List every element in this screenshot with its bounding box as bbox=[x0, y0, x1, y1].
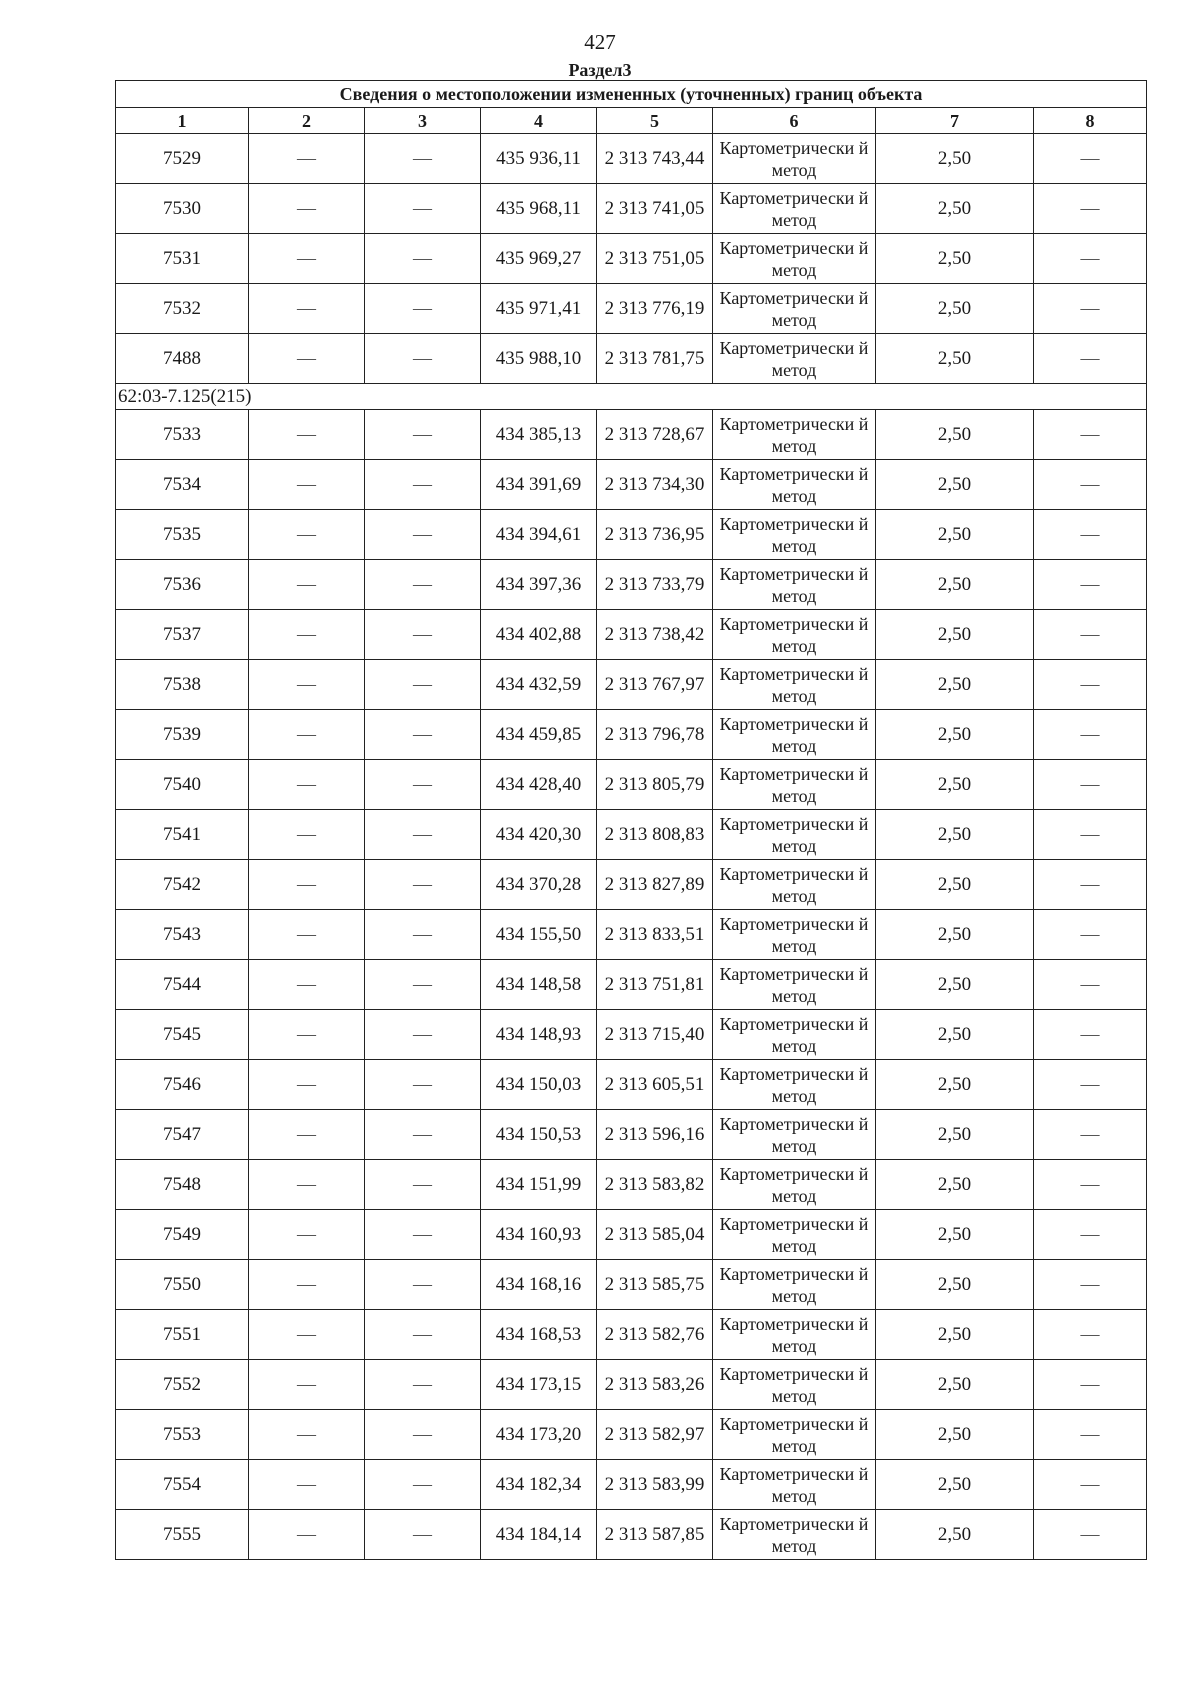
cell-col-5: 2 313 582,97 bbox=[597, 1410, 713, 1460]
cell-col-1: 7534 bbox=[116, 460, 249, 510]
group-label: 62:03-7.125(215) bbox=[116, 384, 1147, 410]
cell-col-3: — bbox=[365, 1260, 481, 1310]
cell-col-5: 2 313 767,97 bbox=[597, 660, 713, 710]
column-number: 7 bbox=[876, 108, 1034, 134]
cell-col-8: — bbox=[1034, 1210, 1147, 1260]
table-row bbox=[116, 460, 1147, 510]
cell-col-2: — bbox=[249, 1110, 365, 1160]
cell-col-3: — bbox=[365, 560, 481, 610]
cell-col-3: — bbox=[365, 710, 481, 760]
cell-col-8: — bbox=[1034, 1360, 1147, 1410]
cell-col-1: 7541 bbox=[116, 810, 249, 860]
cell-col-7: 2,50 bbox=[876, 1010, 1034, 1060]
cell-col-8: — bbox=[1034, 460, 1147, 510]
cell-col-8: — bbox=[1034, 1110, 1147, 1160]
cell-col-1: 7552 bbox=[116, 1360, 249, 1410]
cell-col-4: 435 988,10 bbox=[481, 334, 597, 384]
cell-col-1: 7535 bbox=[116, 510, 249, 560]
cell-col-3: — bbox=[365, 1510, 481, 1560]
cell-col-4: 434 385,13 bbox=[481, 410, 597, 460]
table-row bbox=[116, 1060, 1147, 1110]
cell-col-2: — bbox=[249, 1360, 365, 1410]
cell-col-6: Картометрически й метод bbox=[713, 510, 876, 560]
cell-col-6: Картометрически й метод bbox=[713, 810, 876, 860]
cell-col-1: 7543 bbox=[116, 910, 249, 960]
cell-col-5: 2 313 596,16 bbox=[597, 1110, 713, 1160]
cell-col-1: 7529 bbox=[116, 134, 249, 184]
cell-col-7: 2,50 bbox=[876, 1310, 1034, 1360]
table-row bbox=[116, 710, 1147, 760]
cell-col-4: 434 148,58 bbox=[481, 960, 597, 1010]
cell-col-5: 2 313 715,40 bbox=[597, 1010, 713, 1060]
cell-col-4: 434 151,99 bbox=[481, 1160, 597, 1210]
cell-col-8: — bbox=[1034, 1060, 1147, 1110]
cell-col-3: — bbox=[365, 1210, 481, 1260]
cell-col-5: 2 313 736,95 bbox=[597, 510, 713, 560]
cell-col-3: — bbox=[365, 960, 481, 1010]
table-row bbox=[116, 760, 1147, 810]
table-row bbox=[116, 410, 1147, 460]
cell-col-3: — bbox=[365, 410, 481, 460]
table-caption-row bbox=[116, 81, 1147, 108]
cell-col-8: — bbox=[1034, 910, 1147, 960]
cell-col-7: 2,50 bbox=[876, 284, 1034, 334]
cell-col-3: — bbox=[365, 1310, 481, 1360]
cell-col-3: — bbox=[365, 810, 481, 860]
cell-col-7: 2,50 bbox=[876, 1460, 1034, 1510]
cell-col-1: 7550 bbox=[116, 1260, 249, 1310]
cell-col-3: — bbox=[365, 1110, 481, 1160]
cell-col-3: — bbox=[365, 334, 481, 384]
column-number: 2 bbox=[249, 108, 365, 134]
cell-col-6: Картометрически й метод bbox=[713, 460, 876, 510]
cell-col-7: 2,50 bbox=[876, 184, 1034, 234]
cell-col-2: — bbox=[249, 1310, 365, 1360]
cell-col-5: 2 313 805,79 bbox=[597, 760, 713, 810]
cell-col-5: 2 313 738,42 bbox=[597, 610, 713, 660]
cell-col-8: — bbox=[1034, 284, 1147, 334]
cell-col-8: — bbox=[1034, 1160, 1147, 1210]
section-title: Раздел3 bbox=[568, 60, 632, 80]
cell-col-1: 7551 bbox=[116, 1310, 249, 1360]
table-row bbox=[116, 134, 1147, 184]
cell-col-6: Картометрически й метод bbox=[713, 1460, 876, 1510]
table-row bbox=[116, 1310, 1147, 1360]
cell-col-6: Картометрически й метод bbox=[713, 134, 876, 184]
cell-col-1: 7531 bbox=[116, 234, 249, 284]
cell-col-7: 2,50 bbox=[876, 1410, 1034, 1460]
cell-col-4: 434 459,85 bbox=[481, 710, 597, 760]
cell-col-5: 2 313 582,76 bbox=[597, 1310, 713, 1360]
cell-col-8: — bbox=[1034, 334, 1147, 384]
cell-col-8: — bbox=[1034, 510, 1147, 560]
table-caption: Сведения о местоположении измененных (уточненных) границ объекта bbox=[116, 81, 1147, 108]
cell-col-6: Картометрически й метод bbox=[713, 710, 876, 760]
cell-col-2: — bbox=[249, 810, 365, 860]
cell-col-7: 2,50 bbox=[876, 1160, 1034, 1210]
cell-col-5: 2 313 741,05 bbox=[597, 184, 713, 234]
cell-col-5: 2 313 751,81 bbox=[597, 960, 713, 1010]
cell-col-1: 7554 bbox=[116, 1460, 249, 1510]
cell-col-5: 2 313 734,30 bbox=[597, 460, 713, 510]
cell-col-6: Картометрически й метод bbox=[713, 410, 876, 460]
cell-col-6: Картометрически й метод bbox=[713, 1360, 876, 1410]
cell-col-3: — bbox=[365, 610, 481, 660]
cell-col-2: — bbox=[249, 1410, 365, 1460]
page-number: 427 bbox=[584, 30, 616, 54]
cell-col-4: 434 148,93 bbox=[481, 1010, 597, 1060]
cell-col-2: — bbox=[249, 1260, 365, 1310]
cell-col-4: 435 968,11 bbox=[481, 184, 597, 234]
table-row bbox=[116, 1510, 1147, 1560]
cell-col-3: — bbox=[365, 1410, 481, 1460]
cell-col-7: 2,50 bbox=[876, 134, 1034, 184]
cell-col-6: Картометрически й метод bbox=[713, 1410, 876, 1460]
group-header-row bbox=[116, 384, 1147, 410]
cell-col-7: 2,50 bbox=[876, 660, 1034, 710]
cell-col-4: 434 155,50 bbox=[481, 910, 597, 960]
cell-col-8: — bbox=[1034, 1510, 1147, 1560]
table-row bbox=[116, 660, 1147, 710]
cell-col-7: 2,50 bbox=[876, 1510, 1034, 1560]
cell-col-4: 434 402,88 bbox=[481, 610, 597, 660]
cell-col-4: 434 184,14 bbox=[481, 1510, 597, 1560]
cell-col-7: 2,50 bbox=[876, 510, 1034, 560]
cell-col-7: 2,50 bbox=[876, 960, 1034, 1010]
cell-col-5: 2 313 808,83 bbox=[597, 810, 713, 860]
cell-col-7: 2,50 bbox=[876, 1360, 1034, 1410]
table-row bbox=[116, 1210, 1147, 1260]
column-number: 3 bbox=[365, 108, 481, 134]
cell-col-6: Картометрически й метод bbox=[713, 184, 876, 234]
cell-col-2: — bbox=[249, 860, 365, 910]
cell-col-2: — bbox=[249, 960, 365, 1010]
cell-col-6: Картометрически й метод bbox=[713, 910, 876, 960]
cell-col-5: 2 313 743,44 bbox=[597, 134, 713, 184]
cell-col-7: 2,50 bbox=[876, 1110, 1034, 1160]
cell-col-4: 434 428,40 bbox=[481, 760, 597, 810]
table-row bbox=[116, 960, 1147, 1010]
cell-col-1: 7544 bbox=[116, 960, 249, 1010]
cell-col-2: — bbox=[249, 710, 365, 760]
cell-col-5: 2 313 781,75 bbox=[597, 334, 713, 384]
cell-col-4: 434 370,28 bbox=[481, 860, 597, 910]
cell-col-8: — bbox=[1034, 1460, 1147, 1510]
cell-col-1: 7530 bbox=[116, 184, 249, 234]
cell-col-4: 434 173,20 bbox=[481, 1410, 597, 1460]
cell-col-8: — bbox=[1034, 134, 1147, 184]
table-row bbox=[116, 560, 1147, 610]
cell-col-7: 2,50 bbox=[876, 810, 1034, 860]
cell-col-3: — bbox=[365, 1460, 481, 1510]
table-row bbox=[116, 1010, 1147, 1060]
cell-col-2: — bbox=[249, 1060, 365, 1110]
cell-col-1: 7538 bbox=[116, 660, 249, 710]
cell-col-3: — bbox=[365, 1160, 481, 1210]
cell-col-4: 435 936,11 bbox=[481, 134, 597, 184]
table-row bbox=[116, 334, 1147, 384]
cell-col-6: Картометрически й метод bbox=[713, 1160, 876, 1210]
cell-col-2: — bbox=[249, 1460, 365, 1510]
cell-col-5: 2 313 776,19 bbox=[597, 284, 713, 334]
cell-col-2: — bbox=[249, 510, 365, 560]
cell-col-3: — bbox=[365, 184, 481, 234]
cell-col-6: Картометрически й метод bbox=[713, 334, 876, 384]
cell-col-4: 434 150,03 bbox=[481, 1060, 597, 1110]
cell-col-6: Картометрически й метод bbox=[713, 1260, 876, 1310]
cell-col-8: — bbox=[1034, 610, 1147, 660]
cell-col-1: 7488 bbox=[116, 334, 249, 384]
cell-col-6: Картометрически й метод bbox=[713, 284, 876, 334]
cell-col-7: 2,50 bbox=[876, 234, 1034, 284]
cell-col-8: — bbox=[1034, 1260, 1147, 1310]
cell-col-7: 2,50 bbox=[876, 1210, 1034, 1260]
cell-col-7: 2,50 bbox=[876, 910, 1034, 960]
cell-col-7: 2,50 bbox=[876, 710, 1034, 760]
table-row bbox=[116, 910, 1147, 960]
cell-col-8: — bbox=[1034, 560, 1147, 610]
cell-col-2: — bbox=[249, 184, 365, 234]
table-row bbox=[116, 510, 1147, 560]
cell-col-5: 2 313 833,51 bbox=[597, 910, 713, 960]
cell-col-3: — bbox=[365, 234, 481, 284]
table-row bbox=[116, 810, 1147, 860]
cell-col-3: — bbox=[365, 860, 481, 910]
cell-col-2: — bbox=[249, 760, 365, 810]
cell-col-4: 434 168,53 bbox=[481, 1310, 597, 1360]
cell-col-6: Картометрически й метод bbox=[713, 1010, 876, 1060]
cell-col-7: 2,50 bbox=[876, 1260, 1034, 1310]
cell-col-2: — bbox=[249, 910, 365, 960]
cell-col-1: 7549 bbox=[116, 1210, 249, 1260]
cell-col-1: 7536 bbox=[116, 560, 249, 610]
cell-col-8: — bbox=[1034, 410, 1147, 460]
cell-col-8: — bbox=[1034, 1010, 1147, 1060]
cell-col-1: 7533 bbox=[116, 410, 249, 460]
cell-col-5: 2 313 585,04 bbox=[597, 1210, 713, 1260]
cell-col-4: 434 397,36 bbox=[481, 560, 597, 610]
cell-col-7: 2,50 bbox=[876, 460, 1034, 510]
cell-col-8: — bbox=[1034, 810, 1147, 860]
cell-col-8: — bbox=[1034, 660, 1147, 710]
cell-col-8: — bbox=[1034, 760, 1147, 810]
column-number: 6 bbox=[713, 108, 876, 134]
cell-col-8: — bbox=[1034, 184, 1147, 234]
cell-col-8: — bbox=[1034, 1410, 1147, 1460]
cell-col-4: 434 420,30 bbox=[481, 810, 597, 860]
cell-col-6: Картометрически й метод bbox=[713, 234, 876, 284]
cell-col-3: — bbox=[365, 1360, 481, 1410]
cell-col-2: — bbox=[249, 1010, 365, 1060]
cell-col-8: — bbox=[1034, 234, 1147, 284]
cell-col-5: 2 313 751,05 bbox=[597, 234, 713, 284]
cell-col-1: 7553 bbox=[116, 1410, 249, 1460]
cell-col-3: — bbox=[365, 284, 481, 334]
table-row bbox=[116, 284, 1147, 334]
cell-col-2: — bbox=[249, 610, 365, 660]
cell-col-5: 2 313 605,51 bbox=[597, 1060, 713, 1110]
cell-col-4: 434 173,15 bbox=[481, 1360, 597, 1410]
cell-col-7: 2,50 bbox=[876, 410, 1034, 460]
cell-col-4: 434 182,34 bbox=[481, 1460, 597, 1510]
cell-col-4: 434 160,93 bbox=[481, 1210, 597, 1260]
column-number: 8 bbox=[1034, 108, 1147, 134]
cell-col-3: — bbox=[365, 510, 481, 560]
column-number: 4 bbox=[481, 108, 597, 134]
table-row bbox=[116, 1110, 1147, 1160]
cell-col-4: 435 969,27 bbox=[481, 234, 597, 284]
cell-col-2: — bbox=[249, 660, 365, 710]
cell-col-1: 7546 bbox=[116, 1060, 249, 1110]
cell-col-3: — bbox=[365, 1060, 481, 1110]
cell-col-2: — bbox=[249, 284, 365, 334]
cell-col-2: — bbox=[249, 410, 365, 460]
column-number: 5 bbox=[597, 108, 713, 134]
cell-col-7: 2,50 bbox=[876, 560, 1034, 610]
cell-col-7: 2,50 bbox=[876, 334, 1034, 384]
cell-col-5: 2 313 733,79 bbox=[597, 560, 713, 610]
cell-col-5: 2 313 796,78 bbox=[597, 710, 713, 760]
cell-col-4: 434 150,53 bbox=[481, 1110, 597, 1160]
cell-col-7: 2,50 bbox=[876, 610, 1034, 660]
cell-col-5: 2 313 728,67 bbox=[597, 410, 713, 460]
table-row bbox=[116, 860, 1147, 910]
column-number: 1 bbox=[116, 108, 249, 134]
table-row bbox=[116, 610, 1147, 660]
table-row bbox=[116, 1460, 1147, 1510]
cell-col-2: — bbox=[249, 1510, 365, 1560]
cell-col-8: — bbox=[1034, 1310, 1147, 1360]
table-row bbox=[116, 184, 1147, 234]
cell-col-4: 434 394,61 bbox=[481, 510, 597, 560]
cell-col-5: 2 313 583,99 bbox=[597, 1460, 713, 1510]
cell-col-6: Картометрически й метод bbox=[713, 610, 876, 660]
cell-col-5: 2 313 827,89 bbox=[597, 860, 713, 910]
cell-col-6: Картометрически й метод bbox=[713, 1210, 876, 1260]
cell-col-3: — bbox=[365, 910, 481, 960]
table-row bbox=[116, 1410, 1147, 1460]
table-row bbox=[116, 1260, 1147, 1310]
cell-col-6: Картометрически й метод bbox=[713, 960, 876, 1010]
cell-col-6: Картометрически й метод bbox=[713, 660, 876, 710]
cell-col-2: — bbox=[249, 560, 365, 610]
cell-col-6: Картометрически й метод bbox=[713, 1110, 876, 1160]
cell-col-8: — bbox=[1034, 710, 1147, 760]
cell-col-7: 2,50 bbox=[876, 1060, 1034, 1110]
cell-col-4: 435 971,41 bbox=[481, 284, 597, 334]
table-body bbox=[116, 134, 1147, 1560]
cell-col-1: 7537 bbox=[116, 610, 249, 660]
cell-col-5: 2 313 587,85 bbox=[597, 1510, 713, 1560]
cell-col-5: 2 313 583,26 bbox=[597, 1360, 713, 1410]
table-row bbox=[116, 234, 1147, 284]
cell-col-5: 2 313 585,75 bbox=[597, 1260, 713, 1310]
column-number-row bbox=[116, 108, 1147, 134]
cell-col-6: Картометрически й метод bbox=[713, 560, 876, 610]
cell-col-6: Картометрически й метод bbox=[713, 1310, 876, 1360]
cell-col-3: — bbox=[365, 460, 481, 510]
cell-col-2: — bbox=[249, 1210, 365, 1260]
table-row bbox=[116, 1160, 1147, 1210]
cell-col-1: 7548 bbox=[116, 1160, 249, 1210]
cell-col-1: 7555 bbox=[116, 1510, 249, 1560]
cell-col-2: — bbox=[249, 134, 365, 184]
cell-col-7: 2,50 bbox=[876, 760, 1034, 810]
cell-col-2: — bbox=[249, 334, 365, 384]
cell-col-8: — bbox=[1034, 860, 1147, 910]
cell-col-6: Картометрически й метод bbox=[713, 1510, 876, 1560]
cell-col-2: — bbox=[249, 1160, 365, 1210]
cell-col-1: 7539 bbox=[116, 710, 249, 760]
cell-col-4: 434 391,69 bbox=[481, 460, 597, 510]
cell-col-4: 434 432,59 bbox=[481, 660, 597, 710]
cell-col-7: 2,50 bbox=[876, 860, 1034, 910]
cell-col-8: — bbox=[1034, 960, 1147, 1010]
cell-col-3: — bbox=[365, 660, 481, 710]
cell-col-3: — bbox=[365, 1010, 481, 1060]
cell-col-6: Картометрически й метод bbox=[713, 860, 876, 910]
cell-col-4: 434 168,16 bbox=[481, 1260, 597, 1310]
cell-col-3: — bbox=[365, 760, 481, 810]
cell-col-2: — bbox=[249, 234, 365, 284]
boundary-table bbox=[115, 80, 1147, 1560]
cell-col-1: 7540 bbox=[116, 760, 249, 810]
cell-col-5: 2 313 583,82 bbox=[597, 1160, 713, 1210]
cell-col-1: 7547 bbox=[116, 1110, 249, 1160]
cell-col-1: 7542 bbox=[116, 860, 249, 910]
cell-col-1: 7532 bbox=[116, 284, 249, 334]
cell-col-6: Картометрически й метод bbox=[713, 760, 876, 810]
cell-col-2: — bbox=[249, 460, 365, 510]
cell-col-3: — bbox=[365, 134, 481, 184]
cell-col-6: Картометрически й метод bbox=[713, 1060, 876, 1110]
cell-col-1: 7545 bbox=[116, 1010, 249, 1060]
table-row bbox=[116, 1360, 1147, 1410]
